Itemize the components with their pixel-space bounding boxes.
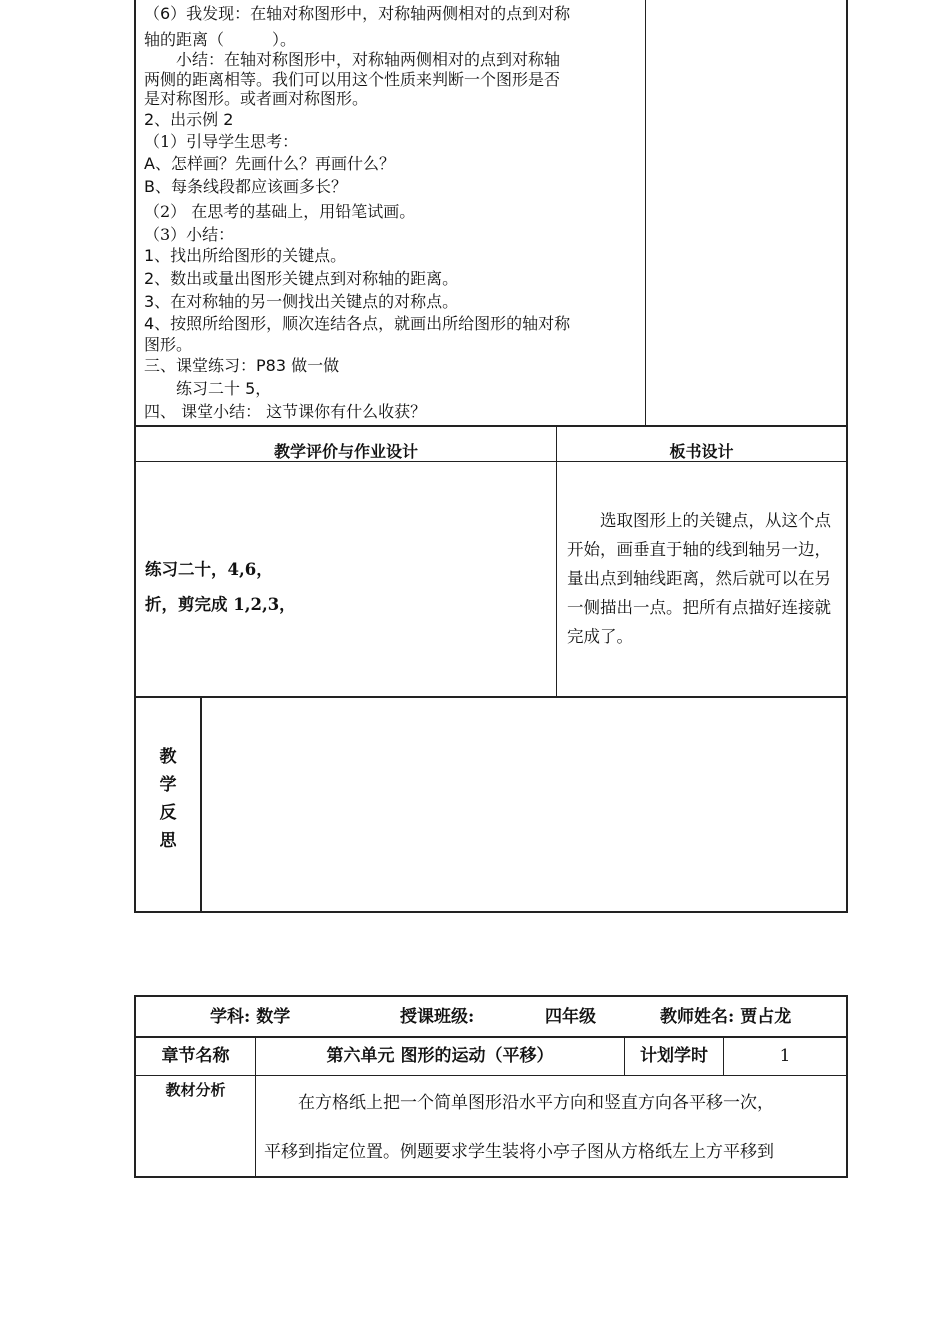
reflection-char: 反 [159,803,177,823]
board-design-text: 选取图形上的关键点，从这个点开始，画垂直于轴的线到轴另一边，量出点到轴线距离，然后就可以在另一侧描出一点。把所有点描好连接就完成了。 [567,511,831,646]
text-line: 小结：在轴对称图形中，对称轴两侧相对的点到对称轴 [144,50,561,69]
board-design-header: 板书设计 [669,442,734,461]
chapter-value: 第六单元 图形的运动（平移） [326,1046,554,1066]
text-line: （6）我发现：在轴对称图形中，对称轴两侧相对的点到对称 [144,4,571,23]
text-line: 是对称图形。或者画对称图形。 [144,89,369,108]
text-line: 轴的距离（ ）。 [144,30,297,49]
text-line: 练习二十 5， [144,379,272,398]
homework-line: 折，剪完成 1,2,3， [145,595,296,614]
evaluation-header: 教学评价与作业设计 [273,442,418,461]
reflection-char: 教 [159,747,177,767]
text-line: B、每条线段都应该画多长？ [144,177,347,196]
text-line: 四、 课堂小结： 这节课你有什么收获？ [144,402,427,421]
text-line: 2、出示例 2 [144,110,234,129]
class-label: 授课班级: [400,1007,475,1027]
homework-line: 练习二十，4,6， [145,560,273,579]
class-value: 四年级 [545,1007,596,1027]
text-line: 3、在对称轴的另一侧找出关键点的对称点。 [144,292,459,311]
analysis-label: 教材分析 [165,1081,226,1099]
text-line: （1）引导学生思考： [144,132,299,151]
text-line: 图形。 [144,335,193,354]
text-line: 2、数出或量出图形关键点到对称轴的距离。 [144,269,459,288]
reflection-content [202,698,846,911]
analysis-line: 平移到指定位置。例题要求学生装将小亭子图从方格纸左上方平移到 [264,1142,774,1162]
text-line: 1、找出所给图形的关键点。 [144,246,347,265]
hours-value: 1 [779,1046,791,1066]
text-line: 三、课堂练习：P83 做一做 [144,356,340,375]
text-line: 两侧的距离相等。我们可以用这个性质来判断一个图形是否 [144,70,561,89]
subject-label: 学科: 数学 [210,1007,291,1027]
teacher-name: 教师姓名: 贾占龙 [660,1007,792,1027]
analysis-line: 在方格纸上把一个简单图形沿水平方向和竖直方向各平移一次， [264,1093,774,1113]
text-line: （2） 在思考的基础上，用铅笔试画。 [144,202,416,221]
reflection-char: 思 [159,831,177,851]
hours-label: 计划学时 [640,1046,708,1066]
reflection-char: 学 [159,775,177,795]
text-line: A、怎样画？先画什么？再画什么？ [144,154,395,173]
text-line: 4、按照所给图形，顺次连结各点，就画出所给图形的轴对称 [144,314,571,333]
chapter-label: 章节名称 [161,1046,230,1066]
text-line: （3）小结： [144,225,235,244]
